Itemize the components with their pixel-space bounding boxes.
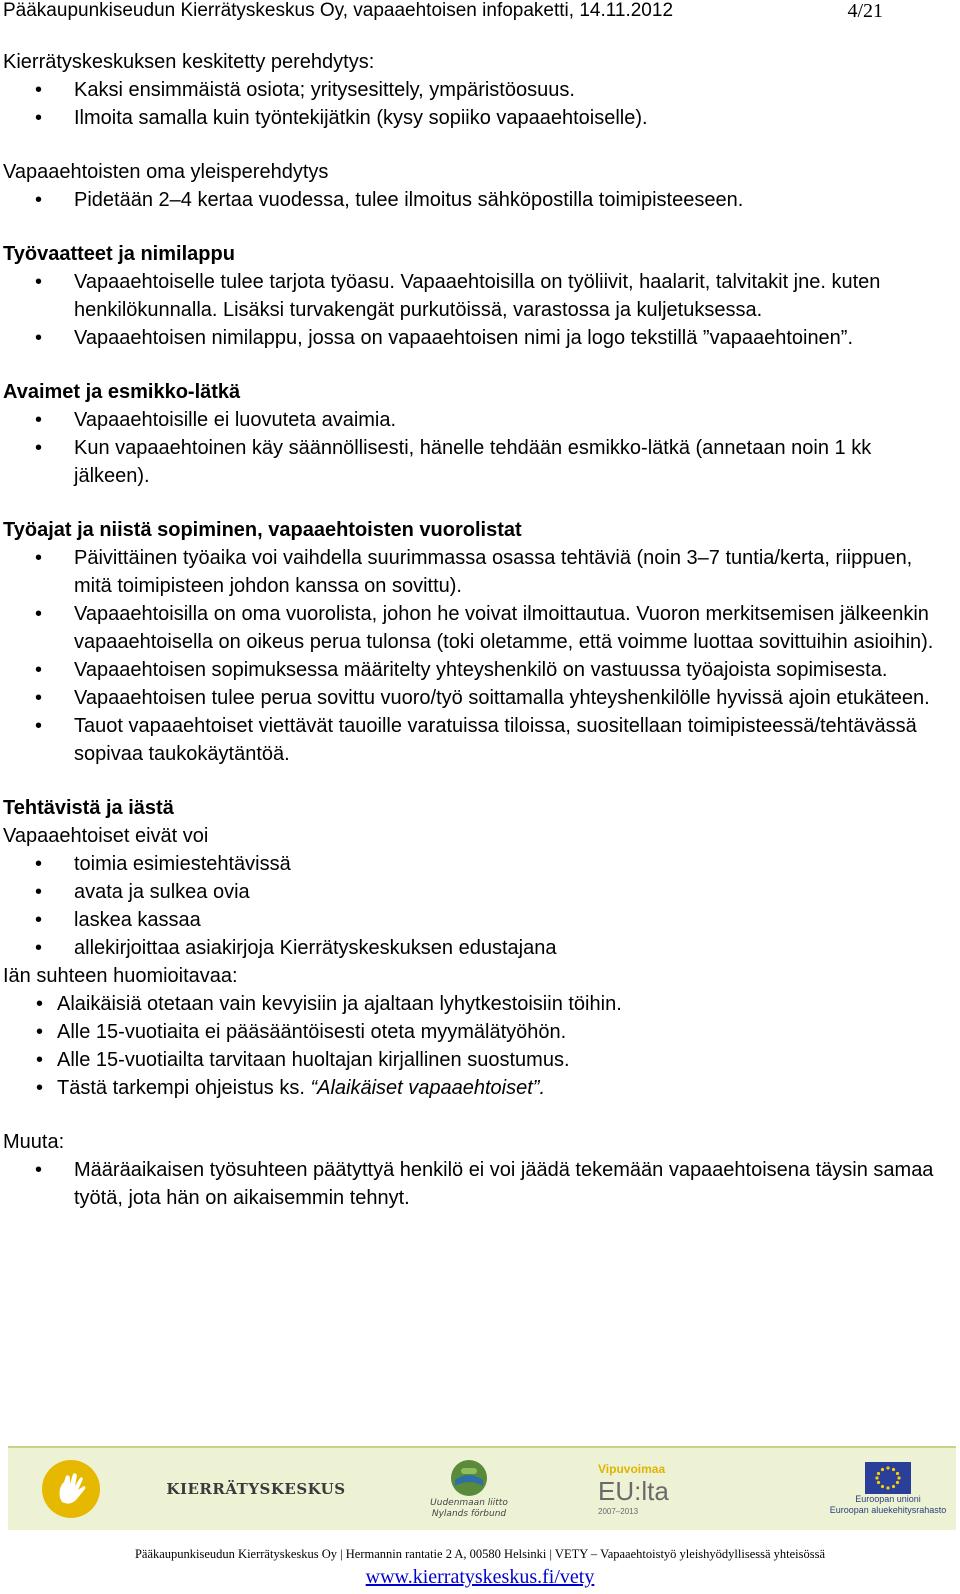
header-title: Pääkaupunkiseudun Kierrätyskeskus Oy, vapaaehtoisen infopaketti, 14.11.2012 [3,0,674,21]
list-item [3,1074,943,1102]
section-heading-ika: Iän suhteen huomioitavaa: [3,965,238,987]
list-item: • Vapaaehtoisille ei luovuteta avaimia. [3,406,943,434]
page-number: 4/21 [847,0,883,22]
list-item: • Kun vapaaehtoinen käy säännöllisesti, hänelle tehdään esmikko-lätkä (annetaan noin 1 kk jälkeen). [3,434,943,490]
list-item: • Määräaikaisen työsuhteen päätyttyä henkilö ei voi jäädä tekemään vapaaehtoisena täysin samaa työtä, jota hän on aikaisemmin tehnyt. [3,1156,943,1212]
list-item: • allekirjoittaa asiakirjoja Kierrätyskeskuksen edustajana [3,934,943,962]
list-item: • Vapaaehtoisen tulee perua sovittu vuoro/työ soittamalla yhteyshenkilölle hyvissä ajoin etukäteen. [3,684,943,712]
section-intro-tehtavista: Vapaaehtoiset eivät voi [3,825,209,847]
list-item: • Alle 15-vuotiailta tarvitaan huoltajan kirjallinen suostumus. [3,1046,943,1074]
list-tyovaatteet [3,268,943,352]
eu-lta-text: EU:lta [598,1476,669,1506]
euroopan-unioni-logo [820,1448,956,1530]
list-item: • avata ja sulkea ovia [3,878,943,906]
uudenmaan-line2: Nylands förbund [431,1509,507,1519]
ika-reference-title: “Alaikäiset vapaaehtoiset”. [310,1077,546,1099]
hand-logo-icon [36,1448,106,1530]
vipuvoimaa-title: Vipuvoimaa [598,1462,666,1476]
section-heading-avaimet: Avaimet ja esmikko-lätkä [3,381,241,403]
list-perehdytys [3,76,943,132]
uudenmaan-emblem-icon [449,1458,489,1498]
section-heading-muuta: Muuta: [3,1131,65,1153]
list-avaimet [3,406,943,490]
vipuvoimaa-eu-logo [598,1448,748,1530]
list-item: • Vapaaehtoisilla on oma vuorolista, johon he voivat ilmoittautua. Vuoron merkitsemisen jälkeenkin vapaaehtoisella on oikeus perua tulonsa (toki oletamme, että voimme luottaa sovittuihin asioihin). [3,600,943,656]
list-item: • Ilmoita samalla kuin työntekijätkin (kysy sopiiko vapaaehtoiselle). [3,104,943,132]
section-heading-perehdytys: Kierrätyskeskuksen keskitetty perehdytys: [3,51,375,73]
list-item: • Tauot vapaaehtoiset viettävät tauoille varatuissa tiloissa, suositellaan toimipisteessä/tehtävässä sopivaa taukokäytäntöä. [3,712,943,768]
sponsor-logo-band [8,1446,956,1530]
footer-address: Pääkaupunkiseudun Kierrätyskeskus Oy | Hermannin rantatie 2 A, 00580 Helsinki | VETY – Vapaaehtoistyö yleishyödyllisessä yhteisössä [134,1547,826,1561]
section-heading-tyoajat: Työajat ja niistä sopiminen, vapaaehtoisten vuorolistat [3,519,522,541]
section-heading-tehtavista: Tehtävistä ja iästä [3,797,174,819]
list-item: • Kaksi ensimmäistä osiota; yritysesittely, ympäristöosuus. [3,76,943,104]
list-item: • Päivittäinen työaika voi vaihdella suurimmassa osassa tehtäviä (noin 3–7 tuntia/kerta, riippuen, mitä toimipisteen johdon kanssa on sovittu). [3,544,943,600]
kierratyskeskus-logo-text: KIERRÄTYSKESKUS [166,1480,346,1498]
uudenmaan-liitto-logo [424,1448,514,1530]
list-item: • Pidetään 2–4 kertaa vuodessa, tulee ilmoitus sähköpostilla toimipisteeseen. [3,186,943,214]
section-heading-tyovaatteet: Työvaatteet ja nimilappu [3,243,235,265]
list-yleisperehdytys [3,186,943,214]
ika-reference-text: Tästä tarkempi ohjeistus ks. [57,1077,311,1099]
list-tyoajat [3,544,943,768]
list-item: • Vapaaehtoisen nimilappu, jossa on vapaaehtoisen nimi ja logo tekstillä ”vapaaehtoinen”. [3,324,943,352]
euroopan-line1: Euroopan unioni [855,1494,921,1504]
list-item: • Alaikäisiä otetaan vain kevyisiin ja ajaltaan lyhytkestoisiin töihin. [3,990,943,1018]
list-ika [3,990,943,1102]
list-item: • toimia esimiestehtävissä [3,850,943,878]
document-body [3,48,943,1212]
uudenmaan-line1: Uudenmaan liitto [430,1498,508,1508]
page-header [3,0,883,22]
footer-link[interactable]: www.kierratyskeskus.fi/vety [365,1566,595,1588]
euroopan-line2: Euroopan aluekehitysrahasto [829,1505,947,1515]
section-heading-yleisperehdytys: Vapaaehtoisten oma yleisperehdytys [3,161,329,183]
list-item: • Alle 15-vuotiaita ei pääsääntöisesti oteta myymälätyöhön. [3,1018,943,1046]
eu-years: 2007–2013 [598,1507,639,1516]
list-item: • Vapaaehtoisen sopimuksessa määritelty yhteyshenkilö on vastuussa työajoista sopimisesta. [3,656,943,684]
eu-flag-icon [865,1462,911,1494]
kierratyskeskus-logo [166,1448,346,1530]
list-item: • Vapaaehtoiselle tulee tarjota työasu. Vapaaehtoisilla on työliivit, haalarit, talvitakit jne. kuten henkilökunnalla. Lisäksi turvakengät purkutöissä, varastossa ja kuljetuksessa. [3,268,943,324]
list-tehtavista [3,850,943,962]
list-item: • laskea kassaa [3,906,943,934]
list-muuta [3,1156,943,1212]
